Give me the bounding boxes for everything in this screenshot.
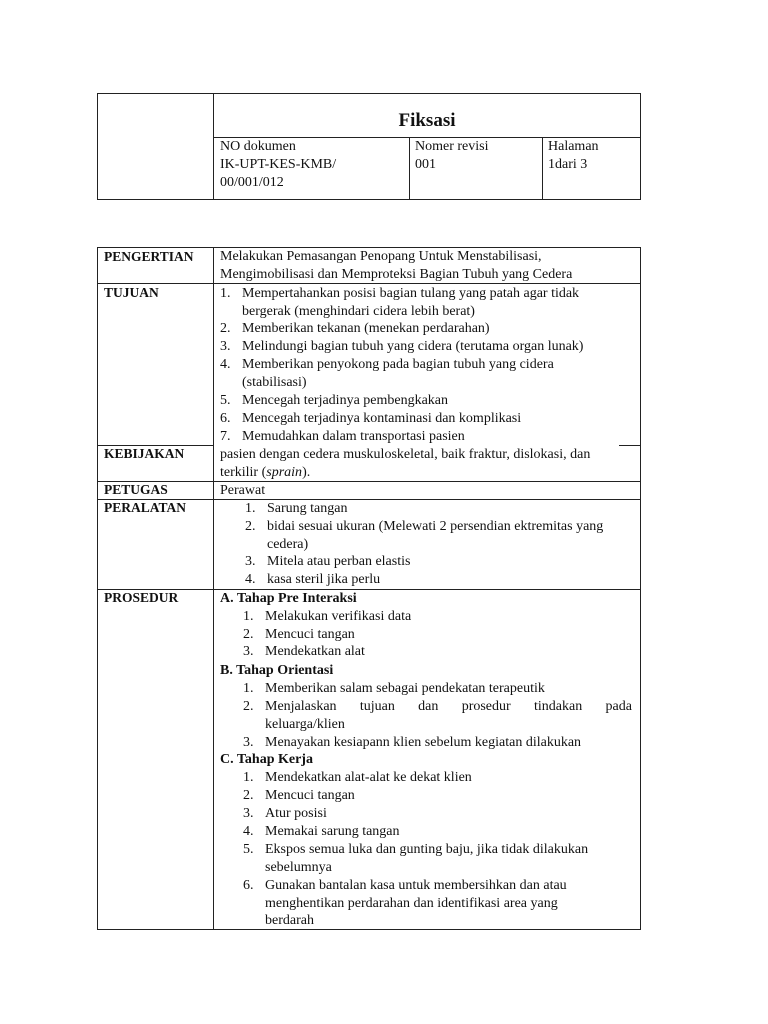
kebijakan-text-italic: sprain	[266, 465, 303, 480]
list-item: Memakai sarung tangan	[265, 824, 400, 839]
list-item-number: 2.	[243, 699, 254, 714]
list-item: Atur posisi	[265, 806, 327, 821]
revision-value: 001	[415, 157, 436, 172]
list-item-cont: (stabilisasi)	[242, 375, 307, 390]
pengertian-text-line1: Melakukan Pemasangan Penopang Untuk Menstabilisasi,	[220, 249, 542, 264]
label-pengertian: PENGERTIAN	[104, 249, 194, 264]
list-item-number: 4.	[243, 824, 254, 839]
doc-number-value: IK-UPT-KES-KMB/	[220, 157, 337, 172]
list-item: Sarung tangan	[267, 501, 348, 516]
word: tindakan	[534, 699, 583, 714]
stage-c-title: C. Tahap Kerja	[220, 752, 313, 767]
document-title: Fiksasi	[398, 110, 456, 131]
list-item: Memberikan salam sebagai pendekatan terapeutik	[265, 681, 545, 696]
list-item: Mencegah terjadinya kontaminasi dan komplikasi	[242, 411, 522, 426]
list-item-number: 4.	[245, 572, 256, 587]
kebijakan-text-pre: terkilir (	[220, 465, 267, 480]
label-tujuan: TUJUAN	[104, 285, 159, 300]
list-item-number: 5.	[243, 842, 254, 857]
list-item: Melakukan verifikasi data	[265, 609, 412, 624]
list-item: Mempertahankan posisi bagian tulang yang patah agar tidak	[242, 286, 580, 301]
word: tujuan	[359, 699, 395, 714]
row-divider-peralatan	[97, 589, 641, 590]
row-divider-kebijakan	[97, 481, 641, 482]
list-item: Mencuci tangan	[265, 627, 355, 642]
list-item: Mendekatkan alat-alat ke dekat klien	[265, 770, 472, 785]
list-item-number: 2.	[220, 321, 231, 336]
col-divider-2	[542, 137, 543, 200]
logo-cell-divider	[213, 93, 214, 200]
list-item-number: 3.	[245, 554, 256, 569]
stage-a-title: A. Tahap Pre Interaksi	[220, 591, 357, 606]
list-item-cont: menghentikan perdarahan dan identifikasi area yang	[265, 896, 558, 911]
list-item-number: 6.	[220, 411, 231, 426]
list-item: Ekspos semua luka dan gunting baju, jika tidak dilakukan	[265, 842, 589, 857]
pengertian-text-line2: Mengimobilisasi dan Memproteksi Bagian Tubuh yang Cedera	[220, 267, 573, 282]
list-item-number: 7.	[220, 429, 231, 444]
list-item-cont: cedera)	[267, 537, 309, 552]
list-item-number: 1.	[243, 681, 254, 696]
list-item: Mitela atau perban elastis	[267, 554, 411, 569]
list-item-number: 1.	[243, 609, 254, 624]
stage-b-title: B. Tahap Orientasi	[220, 663, 334, 678]
list-item-cont: sebelumnya	[265, 860, 332, 875]
list-item-number: 6.	[243, 878, 254, 893]
list-item: Memudahkan dalam transportasi pasien	[242, 429, 465, 444]
list-item: Menayakan kesiapann klien sebelum kegiatan dilakukan	[265, 735, 582, 750]
list-item: bidai sesuai ukuran (Melewati 2 persendian ektremitas yang	[267, 519, 604, 534]
label-prosedur: PROSEDUR	[104, 590, 179, 605]
label-petugas: PETUGAS	[104, 482, 168, 497]
col-divider-1	[409, 137, 410, 200]
word: Menjalaskan	[265, 699, 337, 714]
revision-label: Nomer revisi	[415, 139, 489, 154]
row-divider-tujuan-right	[619, 445, 641, 446]
list-item: Memberikan tekanan (menekan perdarahan)	[242, 321, 490, 336]
list-item-number: 3.	[220, 339, 231, 354]
word: pada	[605, 699, 632, 714]
list-item-number: 5.	[220, 393, 231, 408]
page-label: Halaman	[548, 139, 599, 154]
list-item: Mendekatkan alat	[265, 644, 365, 659]
doc-number-value-cont: 00/001/012	[220, 175, 284, 190]
list-item-cont: keluarga/klien	[265, 717, 345, 732]
list-item-number: 2.	[243, 627, 254, 642]
list-item-number: 1.	[245, 501, 256, 516]
doc-number-label: NO dokumen	[220, 139, 296, 154]
list-item-number: 1.	[220, 286, 231, 301]
kebijakan-text-line2	[220, 464, 310, 482]
kebijakan-text-post: ).	[302, 465, 311, 480]
list-item-number: 2.	[243, 788, 254, 803]
list-item-number: 3.	[243, 735, 254, 750]
list-item-number: 3.	[243, 644, 254, 659]
list-item-number: 1.	[243, 770, 254, 785]
label-peralatan: PERALATAN	[104, 500, 187, 515]
list-item-cont: berdarah	[265, 913, 314, 928]
list-item: Gunakan bantalan kasa untuk membersihkan dan atau	[265, 878, 567, 893]
list-item: kasa steril jika perlu	[267, 572, 381, 587]
petugas-value: Perawat	[220, 483, 266, 498]
page-value: 1dari 3	[548, 157, 588, 172]
list-item: Memberikan penyokong pada bagian tubuh yang cidera	[242, 357, 554, 372]
kebijakan-text-line1: pasien dengan cedera muskuloskeletal, baik fraktur, dislokasi, dan	[220, 447, 591, 462]
list-item: Melindungi bagian tubuh yang cidera (terutama organ lunak)	[242, 339, 584, 354]
list-item-number: 3.	[243, 806, 254, 821]
word: dan	[418, 699, 439, 714]
list-item-number: 4.	[220, 357, 231, 372]
list-item: Mencegah terjadinya pembengkakan	[242, 393, 449, 408]
word: prosedur	[461, 699, 511, 714]
label-kebijakan: KEBIJAKAN	[104, 446, 185, 461]
list-item-cont: bergerak (menghindari cidera lebih berat)	[242, 304, 475, 319]
list-item-justified	[265, 698, 632, 716]
list-item-number: 2.	[245, 519, 256, 534]
list-item: Mencuci tangan	[265, 788, 355, 803]
